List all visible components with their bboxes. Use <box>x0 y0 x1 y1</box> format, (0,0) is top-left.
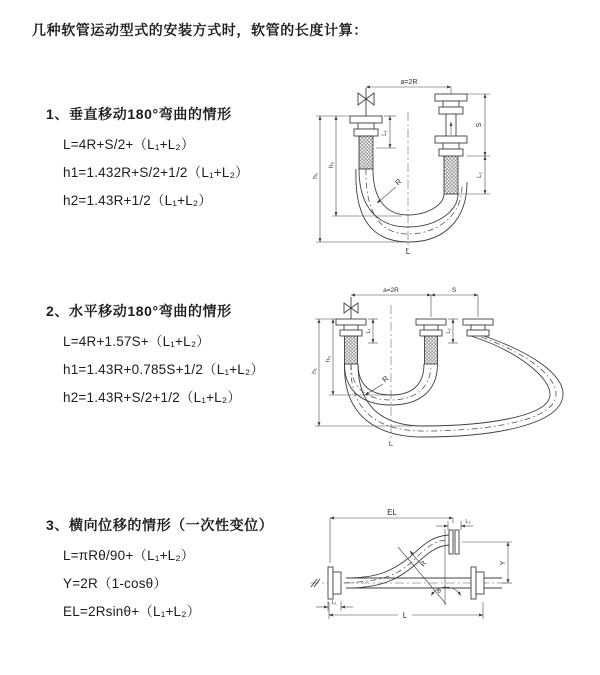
braided-hose-left <box>345 336 358 364</box>
dim-h2-label: h₂ <box>325 355 332 363</box>
formula: L=4R+S/2+（L₁+L₂） <box>63 137 195 152</box>
dim-l1-label: L₁ <box>331 600 337 606</box>
dim-l2-label: L₂ <box>465 519 471 525</box>
length-label: L <box>405 247 411 256</box>
hose-curves-position2 <box>344 336 563 437</box>
radius-label: R <box>393 176 404 188</box>
left-flange <box>336 319 366 336</box>
dim-h1-label: h₁ <box>311 368 318 374</box>
dim-l2-label: L₂ <box>477 172 483 178</box>
radius-label: R <box>380 373 391 385</box>
dim-el-label: EL <box>387 508 397 517</box>
right-flange-top <box>435 94 467 114</box>
dim-a2r-label: a=2R <box>400 79 418 86</box>
formula: L=πRθ/90+（L₁+L₂） <box>63 548 195 563</box>
section1-heading: 1、垂直移动180°弯曲的情形 <box>46 106 232 122</box>
dim-l1-label: L₁ <box>366 328 372 334</box>
dim-h2-label: h₂ <box>328 161 335 169</box>
section3-heading: 3、横向位移的情形（一次性变位） <box>46 517 274 533</box>
braided-hose-left <box>359 136 373 169</box>
dim-s-label: S <box>451 287 457 294</box>
valve-icon <box>358 88 374 116</box>
formula: h1=1.432R+S/2+1/2（L₁+L₂） <box>63 165 249 180</box>
section2-formulas <box>63 328 264 412</box>
upper-flange <box>449 530 459 554</box>
length-label: L <box>388 439 394 448</box>
dim-l1-label: L₁ <box>382 130 388 136</box>
diagram-lateral-displacement <box>300 503 595 643</box>
radius-label: R <box>419 559 429 569</box>
length-label: L <box>402 611 408 620</box>
section3-formulas <box>63 542 200 626</box>
braided-hose-right <box>444 156 458 194</box>
left-flange <box>350 116 382 136</box>
dim-h1-label: h₁ <box>312 173 319 179</box>
hose-displaced-position <box>330 535 449 588</box>
section2-heading: 2、水平移动180°弯曲的情形 <box>46 303 232 319</box>
page-title: 几种软管运动型式的安装方式时，软管的长度计算： <box>32 22 368 38</box>
formula: EL=2Rsinθ+（L₁+L₂） <box>63 604 201 619</box>
right-flange <box>463 319 493 336</box>
diagram-vertical-bend <box>306 72 596 257</box>
dim-a2r-label: a=2R <box>383 287 399 294</box>
formula: h1=1.43R+0.785S+1/2（L₁+L₂） <box>63 362 265 377</box>
formula: h2=1.43R+S/2+1/2（L₁+L₂） <box>63 390 242 405</box>
right-flange-bottom <box>435 136 467 156</box>
formula: Y=2R（1-cosθ） <box>63 576 168 591</box>
valve-icon <box>344 297 358 319</box>
middle-flange <box>416 319 446 336</box>
dim-y-label: Y <box>500 560 507 566</box>
braided-hose-middle <box>425 336 438 364</box>
dim-s-label: S <box>476 122 483 128</box>
formula: h2=1.43R+1/2（L₁+L₂） <box>63 193 213 208</box>
diagram-horizontal-bend <box>303 283 598 448</box>
section1-formulas <box>63 131 249 215</box>
angle-label: θ <box>437 588 441 595</box>
formula: L=4R+1.57S+（L₁+L₂） <box>63 334 210 349</box>
dim-l2-label: L₂ <box>446 328 452 334</box>
left-flange <box>328 567 341 599</box>
